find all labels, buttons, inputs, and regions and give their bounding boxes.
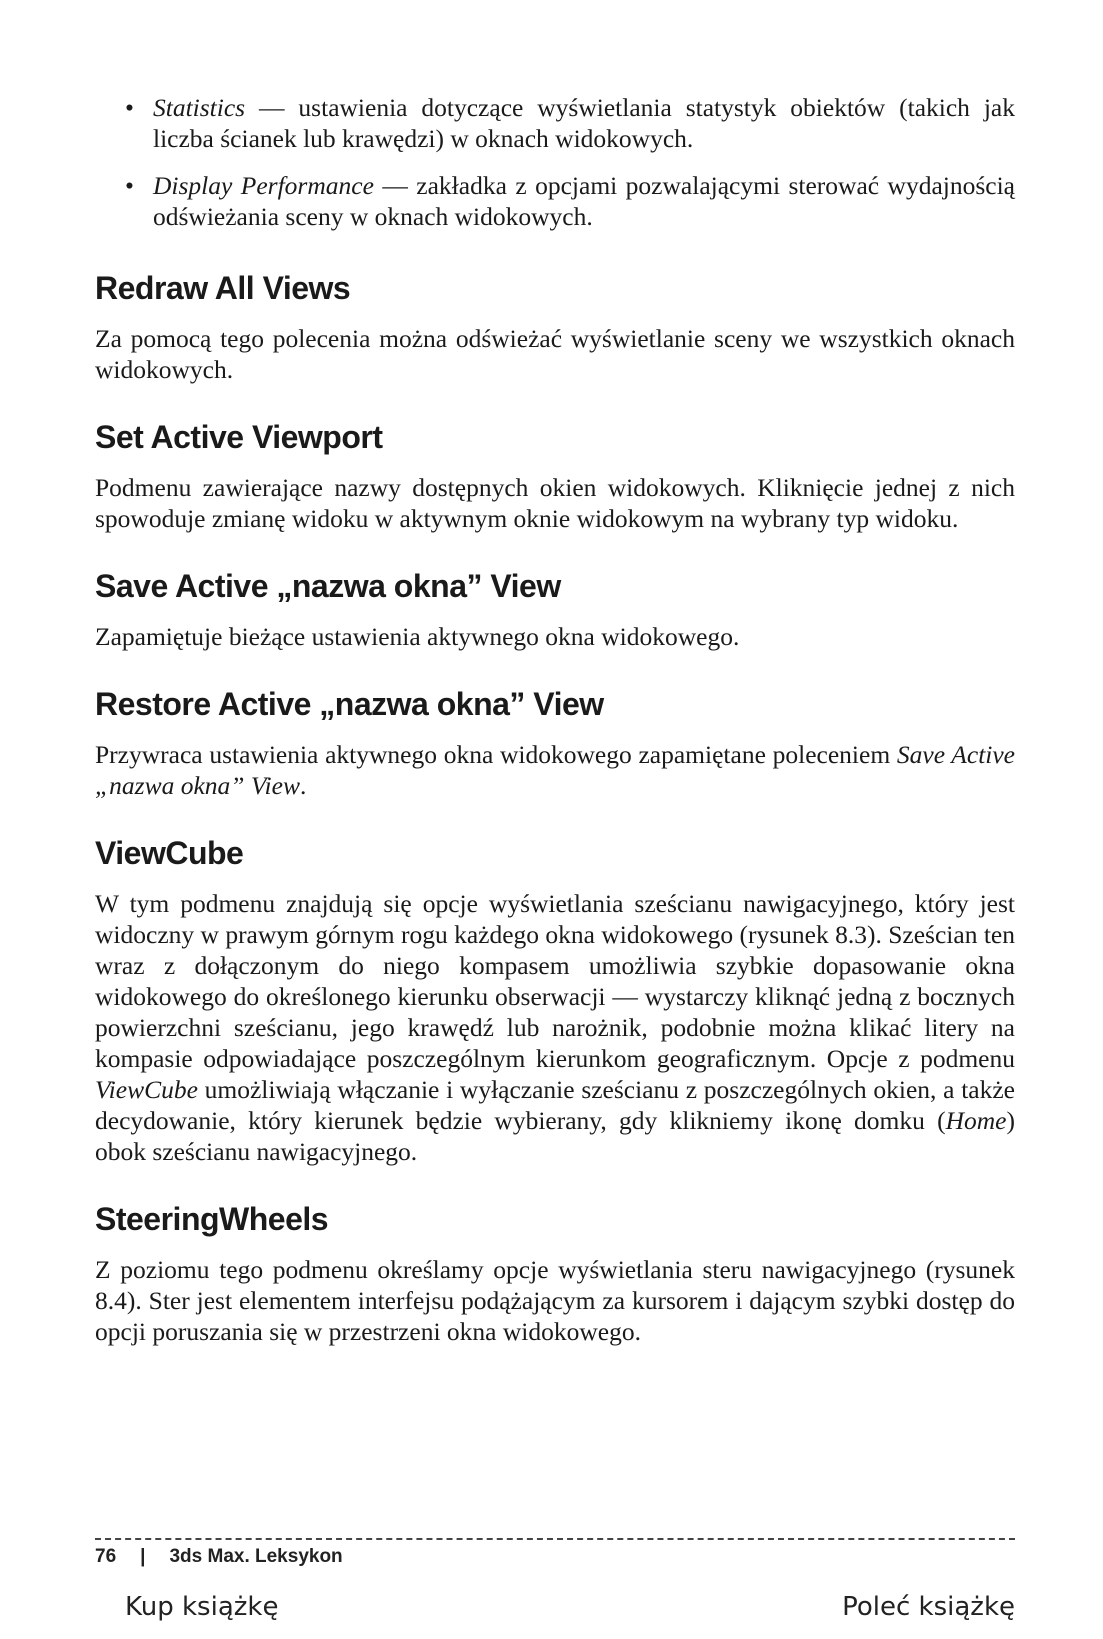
body-text: Przywraca ustawienia aktywnego okna widokowego zapamiętane poleceniem: [95, 740, 897, 769]
list-item: [95, 92, 1015, 154]
section-restore-active: [95, 686, 1015, 801]
section-body: Zapamiętuje bieżące ustawienia aktywnego okna widokowego.: [95, 622, 740, 651]
book-title: 3ds Max. Leksykon: [169, 1546, 343, 1567]
section-body: [95, 888, 1015, 1167]
body-text: ) obok sześcianu nawigacyjnego.: [95, 1106, 1015, 1166]
command-name: Save Active „nazwa okna” View: [95, 740, 1015, 800]
section-steering: [95, 1201, 1015, 1347]
section-heading: ViewCube: [95, 835, 244, 871]
section-heading: Restore Active „nazwa okna” View: [95, 686, 604, 722]
section-heading: Save Active „nazwa okna” View: [95, 568, 561, 604]
menu-name: ViewCube: [95, 1075, 198, 1104]
page-content: [95, 92, 1015, 1347]
section-body: Z poziomu tego podmenu określamy opcje wyświetlania steru nawigacyjnego (rysunek 8.4). Ster jest elementem interfejsu podążającym za kursorem i dającym szybki dostęp do opcji poruszania się w przestrzeni okna widokowego.: [95, 1255, 1015, 1346]
bullet-text: — ustawienia dotyczące wyświetlania statystyk obiektów (takich jak liczba ścianek lub krawędzi) w oknach widokowych.: [153, 93, 1015, 153]
section-redraw: [95, 270, 1015, 385]
home-term: Home: [945, 1106, 1007, 1135]
bullet-list: [95, 92, 1015, 232]
list-item: [95, 170, 1015, 232]
section-set-active: [95, 419, 1015, 534]
bullet-icon: •: [125, 93, 134, 122]
page-number: 76: [95, 1546, 117, 1567]
section-heading: Redraw All Views: [95, 270, 351, 306]
section-body: [95, 739, 1015, 801]
page-footer: [95, 1546, 343, 1568]
bullet-term: Display Performance: [153, 171, 374, 200]
body-text: umożliwiają włączanie i wyłączanie sześcianu z poszczególnych okien, a także decydowanie, który kierunek będzie wybierany, gdy klikniemy ikonę domku (: [95, 1075, 1015, 1135]
section-body: Za pomocą tego polecenia można odświeżać wyświetlanie sceny we wszystkich oknach widokowych.: [95, 324, 1015, 384]
footer-divider: [95, 1538, 1015, 1540]
footer-separator: |: [140, 1546, 146, 1567]
bullet-text: — zakładka z opcjami pozwalającymi sterować wydajnością odświeżania sceny w oknach widokowych.: [153, 171, 1015, 231]
bullet-icon: •: [125, 171, 134, 200]
buy-book-link[interactable]: Kup książkę: [125, 1592, 279, 1622]
recommend-book-link[interactable]: Poleć książkę: [842, 1592, 1015, 1622]
section-viewcube: [95, 835, 1015, 1167]
section-heading: Set Active Viewport: [95, 419, 383, 455]
body-text: W tym podmenu znajdują się opcje wyświetlania sześcianu nawigacyjnego, który jest widoczny w prawym górnym rogu każdego okna widokowego (rysunek 8.3). Sześcian ten wraz z dołączonym do niego kompasem umożliwia szybkie dopasowanie okna widokowego do określonego kierunku obserwacji — wystarczy kliknąć jedną z bocznych powierzchni sześcianu, jego krawędź lub narożnik, podobnie można klikać litery na kompasie odpowiadające poszczególnym kierunkom geograficznym. Opcje z podmenu: [95, 889, 1015, 1073]
section-heading: SteeringWheels: [95, 1201, 329, 1237]
body-text: .: [299, 771, 307, 800]
bullet-term: Statistics: [153, 93, 246, 122]
section-body: Podmenu zawierające nazwy dostępnych okien widokowych. Kliknięcie jednej z nich spowoduje zmianę widoku w aktywnym oknie widokowym na wybrany typ widoku.: [95, 473, 1015, 533]
section-save-active: [95, 568, 1015, 652]
